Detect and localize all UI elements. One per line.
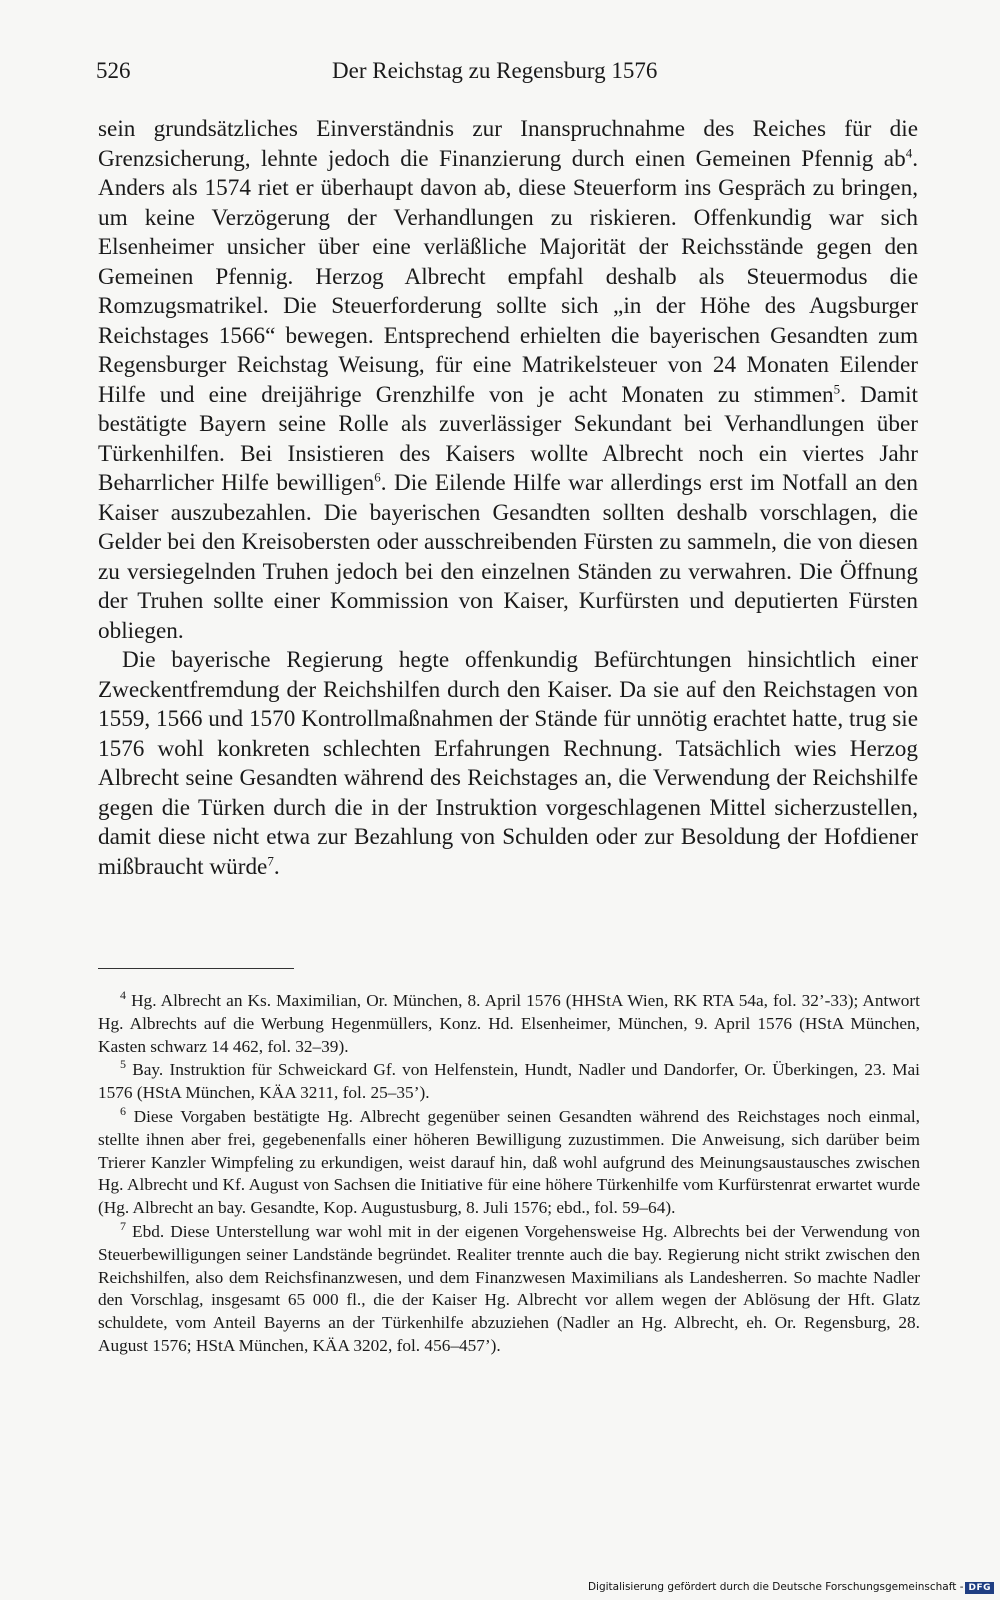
footnote-ref-6[interactable]: 6: [374, 469, 381, 485]
paragraph-1: [98, 115, 918, 646]
text-run: . Die Eilende Hilfe war allerdings erst im Notfall an den Kaiser auszubezahlen. Die bayerischen Gesandten sollten deshalb vorschlagen, die Gelder bei den Kreisobersten oder ausschreibenden Fürsten zu sammeln, die von diesen zu versiegelnden Truhen jedoch bei den einzelnen Ständen zu verwahren. Die Öffnung der Truhen sollte einer Kommission von Kaiser, Kurfürsten und deputierten Fürsten obliegen.: [98, 470, 918, 644]
page-header: [96, 58, 908, 92]
footnote-7: [98, 1221, 920, 1358]
paragraph-2: [98, 646, 918, 882]
text-run: Die bayerische Regierung hegte offenkundig Befürchtungen hinsichtlich einer Zweckentfremdung der Reichshilfen durch den Kaiser. Da sie auf den Reichstagen von 1559, 1566 und 1570 Kontrollmaßnahmen der Stände für unnötig erachtet hatte, trug sie 1576 wohl konkreten schlechten Erfahrungen Rechnung. Tatsächlich wies Herzog Albrecht seine Gesandten während des Reichstages an, die Verwendung der Reichshilfe gegen die Türken durch die in der Instruktion vorgeschlagenen Mittel sicherzustellen, damit diese nicht etwa zur Bezahlung von Schulden oder zur Besoldung der Hofdiener mißbraucht würde: [98, 647, 918, 880]
dfg-logo: DFG: [965, 1582, 994, 1594]
footnote-number: 5: [120, 1057, 126, 1072]
footnote-ref-4[interactable]: 4: [905, 144, 913, 160]
text-run: . Anders als 1574 riet er überhaupt davon ab, diese Steuerform ins Gespräch zu bringen, um keine Verzögerung der Verhandlungen zu riskieren. Offenkundig war sich Elsenheimer unsicher über eine verläßliche Majorität der Reichsstände gegen den Gemeinen Pfennig. Herzog Albrecht empfahl deshalb als Steuermodus die Romzugsmatrikel. Die Steuerforderung sollte sich „in der Höhe des Augsburger Reichstages 1566“ bewegen. Entsprechend erhielten die bayerischen Gesandten zum Regensburger Reichstag Weisung, für eine Matrikelsteuer von 24 Monaten Eilender Hilfe und eine dreijährige Grenzhilfe von je acht Monaten zu stimmen: [98, 145, 918, 408]
footnote-number: 4: [120, 988, 126, 1003]
footnote-ref-5[interactable]: 5: [833, 380, 841, 396]
text-run: . Damit bestätigte Bayern seine Rolle als zuverlässiger Sekundant bei Verhandlungen über Türkenhilfen. Bei Insistieren des Kaisers wollte Albrecht noch ein viertes Jahr Beharrlicher Hilfe bewilligen: [98, 381, 918, 496]
footnote-text: Ebd. Diese Unterstellung war wohl mit in der eigenen Vorgehensweise Hg. Albrechts bei der Verwendung von Steuerbewilligungen seiner Landstände begründet. Realiter trennte auch die bay. Regierung nicht strikt zwischen den Reichshilfen, also dem Reichsfinanzwesen, und dem Finanzwesen Maximilians als Landesherren. So machte Nadler den Vorschlag, insgesamt 65 000 fl., die der Kaiser Hg. Albrecht vor allem wegen der Ablösung der Hft. Glatz schuldete, vom Anteil Bayerns an der Türkenhilfe abzuziehen (Nadler an Hg. Albrecht, eh. Or. Regensburg, 28. August 1576; HStA München, KÄA 3202, fol. 456–457’).: [98, 1221, 920, 1355]
footnote-divider: [98, 968, 294, 969]
footnote-number: 6: [120, 1104, 126, 1119]
footnote-ref-7[interactable]: 7: [267, 852, 274, 868]
footnote-number: 7: [120, 1219, 126, 1234]
footnote-text: Bay. Instruktion für Schweickard Gf. von Helfenstein, Hundt, Nadler und Dandorfer, Or. Überkingen, 23. Mai 1576 (HStA München, KÄA 3211, fol. 25–35’).: [98, 1060, 920, 1103]
footnote-4: [98, 990, 920, 1058]
page-number: 526: [96, 58, 131, 83]
footnotes: [98, 990, 920, 1359]
running-title: Der Reichstag zu Regensburg 1576: [332, 58, 658, 83]
digitization-credit: [588, 1581, 994, 1594]
main-text: [98, 115, 918, 882]
footnote-6: [98, 1106, 920, 1220]
text-run: sein grundsätzliches Einverständnis zur Inanspruchnahme des Reiches für die Grenzsicherung, lehnte jedoch die Finanzierung durch einen Gemeinen Pfennig ab: [98, 116, 918, 172]
credit-text: Digitalisierung gefördert durch die Deutsche Forschungsgemeinschaft -: [587, 1581, 964, 1593]
text-run: .: [273, 853, 280, 880]
footnote-5: [98, 1059, 920, 1105]
footnote-text: Hg. Albrecht an Ks. Maximilian, Or. München, 8. April 1576 (HHStA Wien, RK RTA 54a, fol. 32’-33); Antwort Hg. Albrechts auf die Werbung Hegenmüllers, Konz. Hd. Elsenheimer, München, 9. April 1576 (HStA München, Kasten schwarz 14 462, fol. 32–39).: [98, 991, 920, 1056]
footnote-text: Diese Vorgaben bestätigte Hg. Albrecht gegenüber seinen Gesandten während des Reichstages noch einmal, stellte ihnen aber frei, gegebenenfalls einer höheren Bewilligung zuzustimmen. Die Anweisung, sich darüber beim Trierer Kanzler Wimpfeling zu erkundigen, weist darauf hin, daß wohl aufgrund des Meinungsaustausches zwischen Hg. Albrecht und Kf. August von Sachsen die Initiative für eine höhere Türkenhilfe vom Kurfürstenrat erwartet wurde (Hg. Albrecht an bay. Gesandte, Kop. Augustusburg, 8. Juli 1576; ebd., fol. 59–64).: [98, 1106, 920, 1218]
